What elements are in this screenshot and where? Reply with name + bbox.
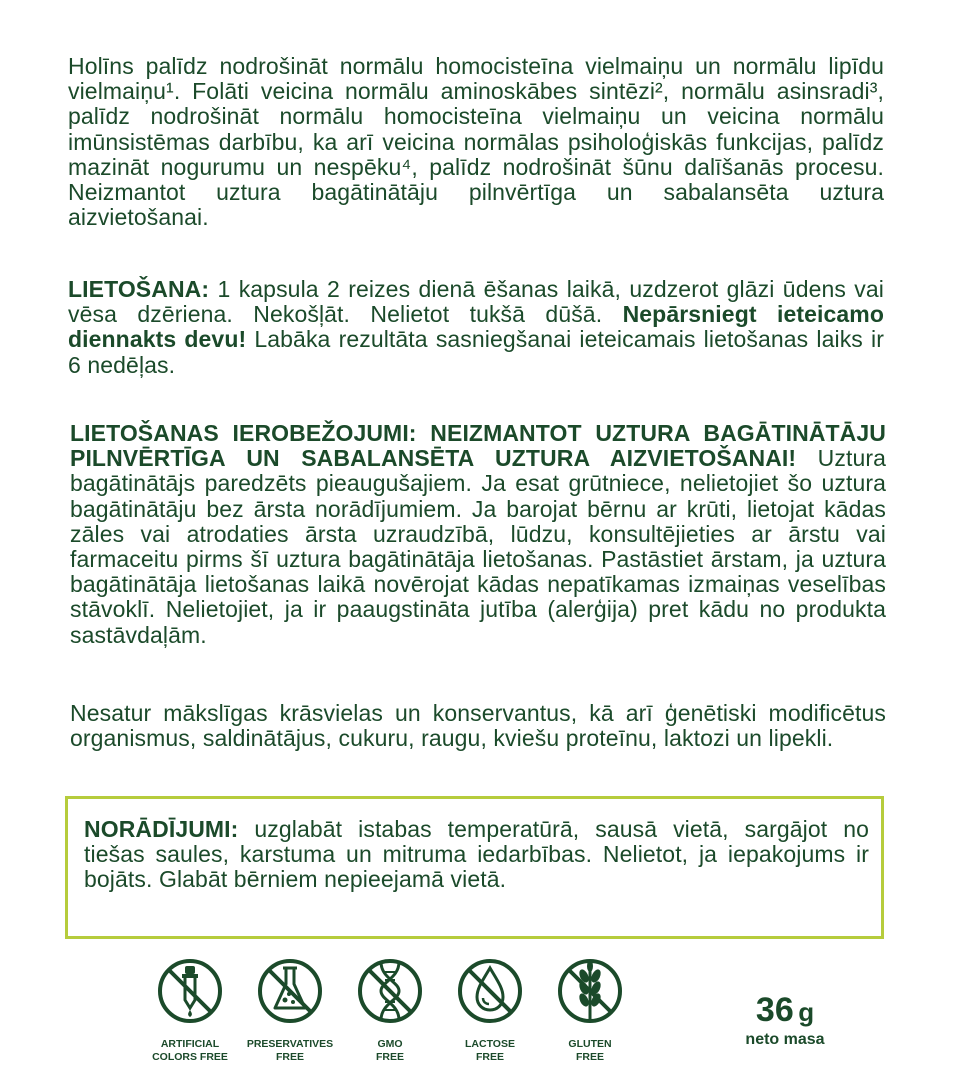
usage-duration-text: Labāka rezultāta sasniegšanai ieteicamais lietošanas laiks ir 6 nedēļas. <box>68 326 884 378</box>
badge-label-line1: ARTIFICIAL <box>160 1038 220 1050</box>
net-weight-value: 36 <box>755 991 794 1029</box>
net-weight <box>720 992 850 1050</box>
badge-preservatives-free <box>240 956 340 1063</box>
notes-text: uzglabāt istabas temperatūrā, sausā vietā, sargājot no tiešas saules, karstuma un mitruma iedarbības. Nelietot, ja iepakojums ir bojāts. Glabāt bērniem nepieejamā vietā. <box>84 816 869 893</box>
free-from-paragraph: Nesatur mākslīgas krāsvielas un konservantus, kā arī ģenētiski modificētus organismus, saldinātājus, cukuru, raugu, kviešu proteīnu, laktozi un lipekli. <box>70 700 886 752</box>
description-paragraph: Holīns palīdz nodrošināt normālu homocisteīna vielmaiņu un normālu lipīdu vielmaiņu¹. Folāti veicina normālu aminoskābes sintēzi², normālu asinsradi³, palīdz nodrošināt normālu homocisteīna vielmaiņu un veicina normālu imūnsistēmas darbību, ka arī veicina normālas psiholoģiskās funkcijas, palīdz mazināt nogurumu un nespēku⁴, palīdz nodrošināt šūnu dalīšanās procesu. Neizmantot uztura bagātinātāju pilnvērtīga un sabalansēta uztura aizvietošanai. <box>68 53 884 231</box>
badge-label-line2: COLORS FREE <box>152 1050 228 1063</box>
badge-label-line2: FREE <box>475 1050 504 1063</box>
wheat-icon <box>555 956 625 1026</box>
badge-label-line1: GMO <box>377 1038 403 1050</box>
free-from-badges <box>140 956 660 1076</box>
badge-label-line2: FREE <box>575 1050 604 1063</box>
badge-label-line2: FREE <box>275 1050 304 1063</box>
badge-gmo-free <box>340 956 440 1063</box>
restrictions-text: Uztura bagātinātājs paredzēts pieaugušajiem. Ja esat grūtniece, nelietojiet šo uztura bagātinātāju bez ārsta norādījumiem. Ja barojat bērnu ar krūti, lietojat kādas zāles vai atrodaties ārsta uzraudzībā, lūdzu, konsultējieties ar ārstu vai farmaceitu pirms šī uztura bagātinātāja lietošanas. Pastāstiet ārstam, ja uztura bagātinātāja lietošanas laikā novērojat kādas nepatīkamas izmaiņas veselības stāvoklī. Nelietojiet, ja ir paaugstināta jutība (alerģija) pret kādu no produkta sastāvdaļām. <box>70 445 886 648</box>
badge-label-line1: GLUTEN <box>568 1038 612 1050</box>
usage-heading: LIETOŠANA: <box>68 276 210 302</box>
net-weight-label: neto masa <box>745 1031 825 1048</box>
badge-gluten-free <box>540 956 640 1063</box>
net-weight-unit: g <box>798 997 815 1027</box>
flask-icon <box>255 956 325 1026</box>
usage-text: 1 kapsula 2 reizes dienā ēšanas laikā, uzdzerot glāzi ūdens vai vēsa dzēriena. Nekošļāt. Nelietot tukšā dūšā. <box>68 276 884 328</box>
dna-icon <box>355 956 425 1026</box>
restrictions-paragraph <box>70 421 886 648</box>
badge-label-line2: FREE <box>375 1050 404 1063</box>
badge-label-line1: LACTOSE <box>465 1038 515 1050</box>
restrictions-heading: LIETOŠANAS IEROBEŽOJUMI: NEIZMANTOT UZTURA BAGĀTINĀTĀJU PILNVĒRTĪGA UN SABALANSĒTA UZTURA AIZVIETOŠANAI! <box>70 420 886 472</box>
badge-artificial-colors-free <box>140 956 240 1063</box>
storage-notes-box <box>65 796 884 939</box>
notes-heading: NORĀDĪJUMI: <box>84 816 239 842</box>
badge-label-line1: PRESERVATIVES <box>246 1038 334 1050</box>
dropper-icon <box>155 956 225 1026</box>
storage-notes <box>84 817 869 893</box>
dose-warning: Nepārsniegt ieteicamo diennakts devu! <box>68 301 884 353</box>
milk-drop-icon <box>455 956 525 1026</box>
usage-paragraph <box>68 277 884 378</box>
badge-lactose-free <box>440 956 540 1063</box>
